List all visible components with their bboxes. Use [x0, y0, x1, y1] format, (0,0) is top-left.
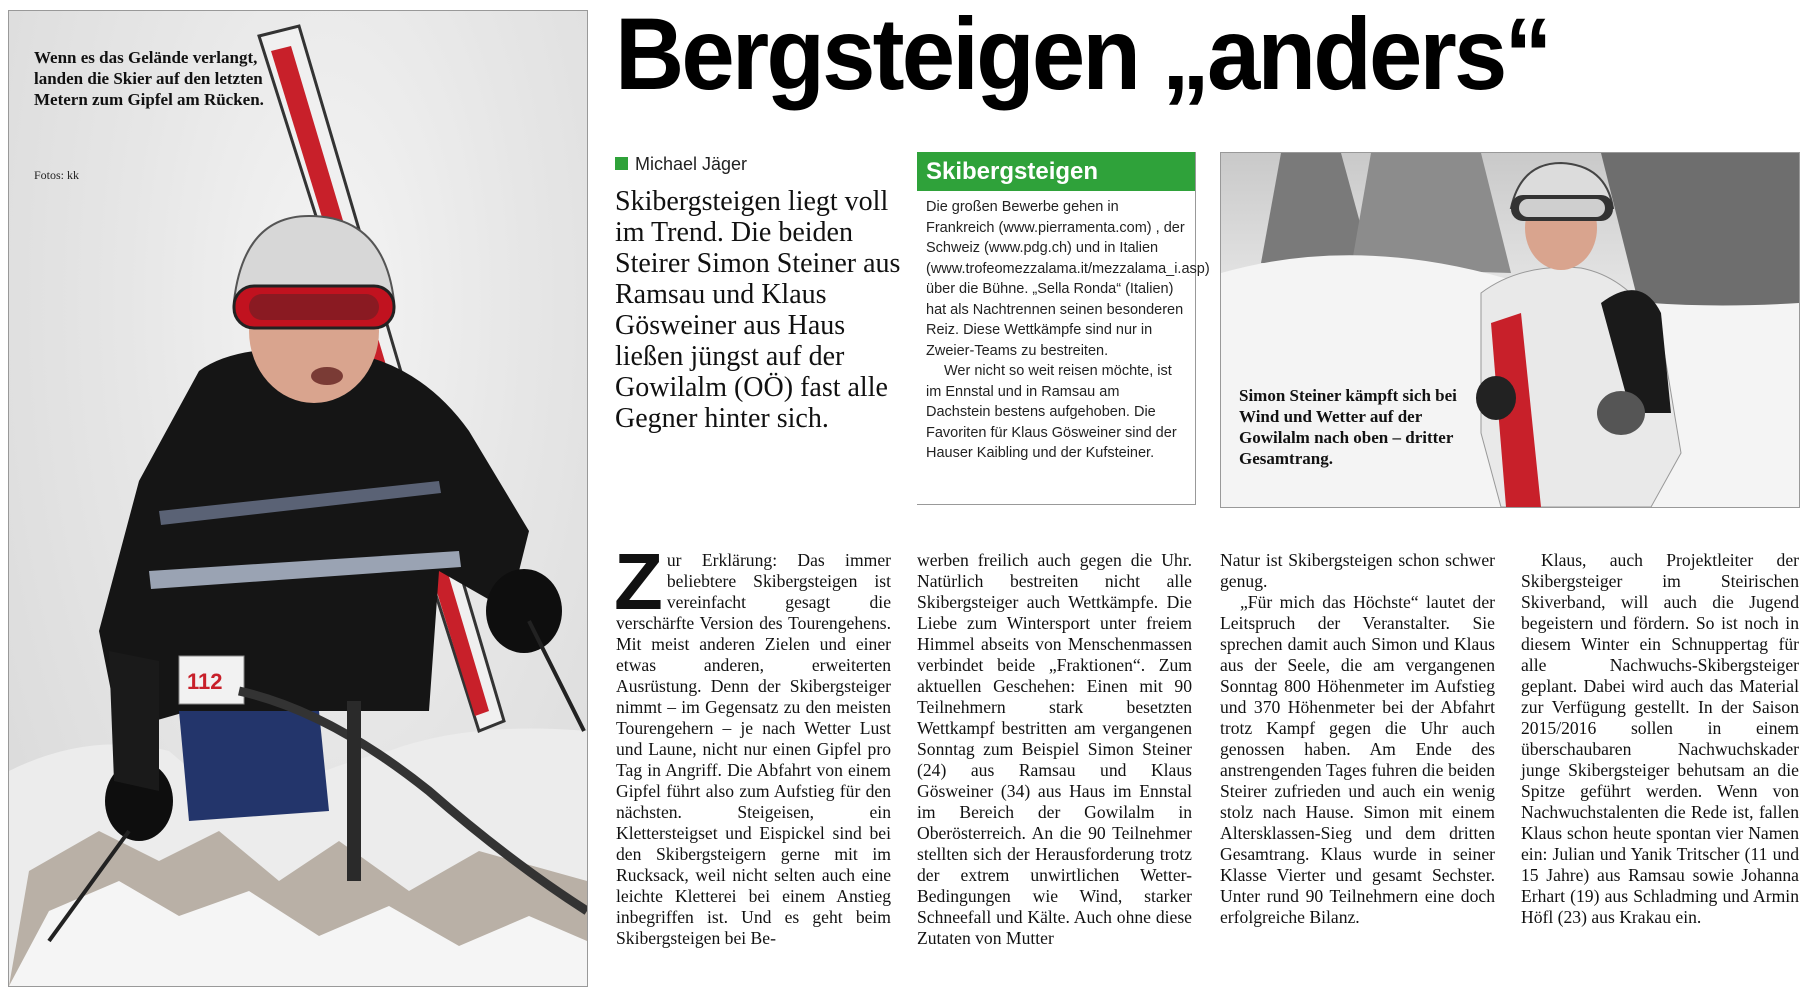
- column-text: Klaus, auch Projektleiter der Skibergsteiger im Steirischen Skiverband, will auch die Jugend begeistern und fördern. So ist noch in diesem Winter ein Schnuppertag für alle Nachwuchs-Skibergsteiger geplant. Dabei wird auch das Material zur Verfügung gestellt. In der Saison 2015/2016 sollen in einem überschaubaren Nachwuchskader junge Skibergsteiger behutsam an die Spitze geführt werden. Wenn von Nachwuchstalenten die Rede ist, fallen Klaus schon heute spontan vier Namen ein: Julian und Yanik Tritscher (11 und 15 Jahre) aus Ramsau sowie Johanna Erhart (19) aus Schladming und Armin Höfl (23) aus Krakau ein.: [1521, 550, 1799, 927]
- lead-paragraph: Skibergsteigen liegt voll im Trend. Die beiden Steirer Simon Steiner aus Ramsau und Klaus Gösweiner aus Haus ließen jüngst auf der Gowilalm (OÖ) fast alle Gegner hinter sich.: [615, 186, 901, 434]
- headline: Bergsteigen „anders“: [615, 0, 1550, 111]
- green-square-icon: [615, 157, 628, 170]
- drop-cap: Z: [614, 537, 663, 626]
- photo-left: [8, 10, 588, 987]
- info-box: [917, 152, 1210, 505]
- author-name: Michael Jäger: [635, 154, 748, 174]
- ski-mountaineer-illustration: [9, 11, 587, 986]
- article-column-3: [1220, 550, 1495, 928]
- svg-text:112: 112: [187, 669, 223, 694]
- column-text: Natur ist Skibergsteigen schon schwer genug.: [1220, 550, 1495, 591]
- column-text: ur Erklärung: Das immer beliebtere Skibergsteigen ist vereinfacht gesagt die verschärfte Version des Tourengehens. Mit meist anderen Zielen und einer etwas anderen, erweiterten Ausrüstung. Denn der Skibergsteiger nimmt – im Gegensatz zu den meisten Tourengehern – je nach Wetter Lust und Laune, nicht nur einen Gipfel pro Tag in Angriff. Die Abfahrt von einem Gipfel führt also zum Aufstieg für den nächsten. Steigeisen, ein Klettersteigset und Eispickel sind bei den Skibergsteigern gerne mit im Rucksack, weil nicht selten auch eine leichte Kletterei bei einem Anstieg inbegriffen ist. Und es geht beim Skibergsteigen bei Be-: [616, 550, 891, 948]
- info-box-title: Skibergsteigen: [917, 152, 1195, 191]
- bib-number: [179, 661, 249, 701]
- article-column-2: [917, 550, 1192, 949]
- info-box-paragraph: Die großen Bewerbe gehen in Frankreich (www.pierramenta.com) , der Schweiz (www.pdg.ch) und in Italien (www.trofeomezzalama.it/mezzalama_i.asp) über die Bühne. „Sella Ronda“ (Italien) hat als Nachtrennen seinen besonderen Reiz. Diese Wettkämpfe sind nur in Zweier-Teams zu bestreiten.: [926, 199, 1210, 359]
- photo-right-caption: Simon Steiner kämpft sich bei Wind und Wetter auf der Gowilalm nach oben – dritter Gesamtrang.: [1239, 386, 1457, 468]
- article-column-1: [614, 537, 891, 949]
- article-column-4: [1521, 550, 1799, 928]
- column-text: „Für mich das Höchste“ lautet der Leitspruch der Veranstalter. Sie sprechen damit auch Simon und Klaus aus der Seele, die am vergangenen Sonntag 800 Höhenmeter im Aufstieg und 370 Höhenmeter bei der Abfahrt trotz Kampf gegen die Uhr auch genossen haben. Am Ende des anstrengenden Tages fuhren die beiden Steirer zufrieden und auch ein wenig stolz nach Hause. Simon mit einem Altersklassen-Sieg und dem dritten Gesamtrang. Klaus wurde in seiner Klasse Vierter und gesamt Sechster. Unter rund 90 Teilnehmern eine doch erfolgreiche Bilanz.: [1220, 592, 1495, 927]
- column-text: werben freilich auch gegen die Uhr. Natürlich bestreiten nicht alle Skibergsteiger auch Wettkämpfe. Die Liebe zum Wintersport unter freiem Himmel abseits von Menschenmassen verbindet beide „Fraktionen“. Zum aktuellen Geschehen: Einen mit 90 Teilnehmern stark besetzten Wettkampf bestritten am vergangenen Sonntag zum Beispiel Simon Steiner (24) aus Ramsau und Klaus Gösweiner (34) aus Haus im Ennstal im Bereich der Gowilalm in Oberösterreich. An die 90 Teilnehmer stellten sich der Herausforderung trotz der extrem unwirtlichen Wetter-Bedingungen wie Wind, starker Schneefall und Kälte. Auch ohne diese Zutaten von Mutter: [917, 550, 1192, 948]
- photo-left-caption: Wenn es das Gelände verlangt, landen die Skier auf den letzten Metern zum Gipfel am Rücken.: [34, 48, 264, 109]
- photo-right: [1220, 152, 1800, 508]
- author-byline: [615, 154, 747, 175]
- photo-credit: Fotos: kk: [34, 168, 80, 182]
- info-box-body: [917, 191, 1210, 464]
- info-box-paragraph: Wer nicht so weit reisen möchte, ist im Ennstal und in Ramsau am Dachstein bestens aufgehoben. Die Favoriten für Klaus Gösweiner sind der Hauser Kaibling und der Kufsteiner.: [926, 363, 1177, 461]
